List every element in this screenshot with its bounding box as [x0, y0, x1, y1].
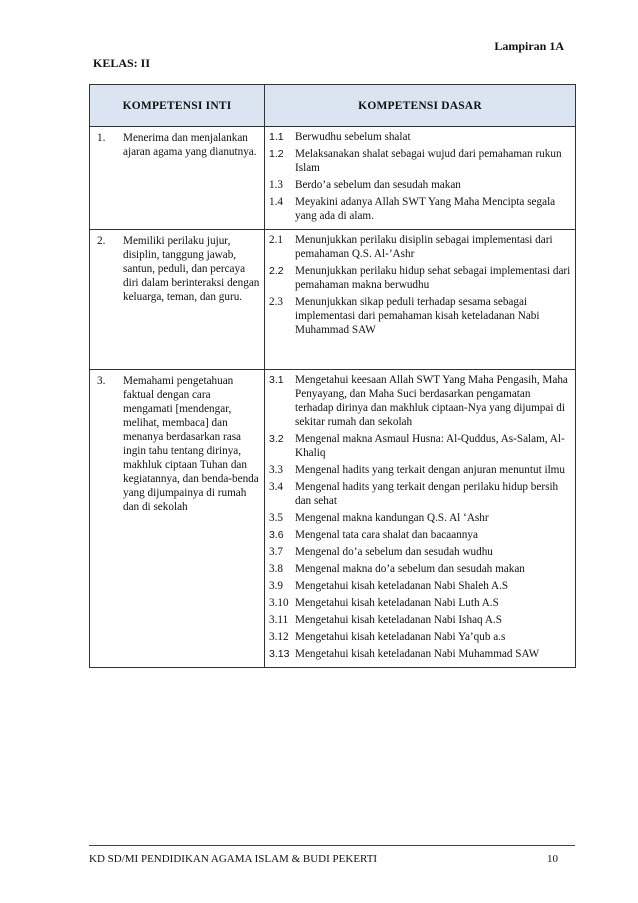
- kd-text: Mengenal hadits yang terkait dengan perilaku hidup bersih dan sehat: [295, 481, 559, 507]
- kd-item: [269, 630, 571, 644]
- kd-item: [269, 596, 571, 610]
- kd-text: Mengetahui kisah keteladanan Nabi Luth A.S: [295, 597, 499, 609]
- kd-cell: [265, 127, 576, 230]
- kd-number: 3.10: [269, 597, 289, 609]
- kd-number: 3.11: [269, 614, 289, 626]
- ki-number: 3.: [97, 375, 106, 387]
- kd-text: Menunjukkan perilaku disiplin sebagai implementasi dari pemahaman Q.S. Al-’Ashr: [295, 234, 553, 260]
- kd-item: [269, 147, 571, 175]
- kd-number: 3.9: [269, 580, 283, 592]
- kd-text: Mengetahui keesaan Allah SWT Yang Maha Pengasih, Maha Penyayang, dan Maha Suci berdasarkan pengamatan terhadap dirinya dan makhluk ciptaan-Nya yang dijumpai di sekitar rumah dan sekolah: [295, 374, 568, 428]
- kd-text: Mengenal makna kandungan Q.S. Al ‘Ashr: [295, 512, 489, 524]
- table-row: [90, 230, 576, 370]
- kd-item: [269, 178, 571, 192]
- kd-number: 3.1: [269, 374, 284, 386]
- lampiran-label: Lampiran 1A: [494, 39, 564, 53]
- ki-number: 2.: [97, 235, 106, 247]
- kd-text: Menunjukkan sikap peduli terhadap sesama sebagai implementasi dari pemahaman kisah keteladanan Nabi Muhammad SAW: [295, 296, 540, 336]
- kd-text: Berwudhu sebelum shalat: [295, 131, 411, 143]
- kd-text: Mengetahui kisah keteladanan Nabi Shaleh A.S: [295, 580, 509, 592]
- page-number: 10: [547, 853, 558, 865]
- kd-text: Mengenal tata cara shalat dan bacaannya: [295, 529, 478, 541]
- table-row: [90, 127, 576, 230]
- kd-item: [269, 562, 571, 576]
- kd-number: 3.4: [269, 481, 283, 493]
- kd-number: 3.7: [269, 546, 283, 558]
- kd-item: [269, 373, 571, 429]
- kd-cell: [265, 370, 576, 668]
- kd-text: Mengenal hadits yang terkait dengan anjuran menuntut ilmu: [295, 464, 565, 476]
- kd-text: Berdo’a sebelum dan sesudah makan: [295, 179, 461, 191]
- kd-text: Mengenal makna Asmaul Husna: Al-Quddus, As-Salam, Al-Khaliq: [295, 433, 565, 459]
- kd-text: Menunjukkan perilaku hidup sehat sebagai implementasi dari pemahaman makna berwudhu: [295, 265, 571, 291]
- kd-text: Mengetahui kisah keteladanan Nabi Ishaq A.S: [295, 614, 502, 626]
- kd-text: Meyakini adanya Allah SWT Yang Maha Mencipta segala yang ada di alam.: [295, 196, 556, 222]
- kd-number: 2.3: [269, 296, 283, 308]
- footer-title: KD SD/MI PENDIDIKAN AGAMA ISLAM & BUDI PEKERTI: [89, 853, 378, 865]
- kd-item: [269, 295, 571, 337]
- kd-item: [269, 511, 571, 525]
- ki-text: Memiliki perilaku jujur, disiplin, tanggung jawab, santun, peduli, dan percaya diri dalam berinteraksi dengan keluarga, teman, dan guru.: [123, 235, 260, 303]
- kd-item: [269, 264, 571, 292]
- kd-number: 3.2: [269, 433, 284, 445]
- header-kompetensi-dasar: KOMPETENSI DASAR: [265, 85, 576, 127]
- kd-number: 3.3: [269, 464, 283, 476]
- kd-number: 1.2: [269, 148, 284, 160]
- kd-number: 2.1: [269, 234, 283, 246]
- kd-item: [269, 545, 571, 559]
- kelas-label: KELAS: II: [93, 56, 151, 70]
- kd-number: 3.8: [269, 563, 283, 575]
- kd-text: Mengenal do’a sebelum dan sesudah wudhu: [295, 546, 493, 558]
- ki-cell: [90, 370, 265, 668]
- kd-item: [269, 480, 571, 508]
- kd-number: 2.2: [269, 265, 284, 277]
- ki-cell: [90, 230, 265, 370]
- kd-text: Mengenal makna do’a sebelum dan sesudah makan: [295, 563, 525, 575]
- kd-text: Melaksanakan shalat sebagai wujud dari pemahaman rukun Islam: [295, 148, 562, 174]
- kompetensi-table: [89, 84, 576, 668]
- kd-text: Mengetahui kisah keteladanan Nabi Muhammad SAW: [295, 648, 540, 660]
- table-body: [90, 127, 576, 668]
- kd-item: [269, 463, 571, 477]
- kd-number: 1.1: [269, 131, 284, 143]
- kd-cell: [265, 230, 576, 370]
- kd-number: 3.5: [269, 512, 283, 524]
- table-row: [90, 370, 576, 668]
- kd-number: 3.6: [269, 529, 284, 541]
- kd-number: 3.13: [269, 648, 290, 660]
- kd-item: [269, 195, 571, 223]
- kd-number: 3.12: [269, 631, 289, 643]
- footer-divider: [89, 845, 575, 846]
- kd-number: 1.4: [269, 196, 283, 208]
- kd-item: [269, 432, 571, 460]
- ki-text: Memahami pengetahuan faktual dengan cara mengamati [mendengar, melihat, membaca] dan menanya berdasarkan rasa ingin tahu tentang dirinya, makhluk ciptaan Tuhan dan kegiatannya, dan benda-benda yang dijumpainya di rumah dan di sekolah: [123, 375, 259, 513]
- ki-text: Menerima dan menjalankan ajaran agama yang dianutnya.: [123, 132, 257, 158]
- kd-text: Mengetahui kisah keteladanan Nabi Ya’qub a.s: [295, 631, 506, 643]
- kd-item: [269, 528, 571, 542]
- table-header-row: [90, 85, 576, 127]
- kd-item: [269, 579, 571, 593]
- kd-item: [269, 613, 571, 627]
- kd-number: 1.3: [269, 179, 283, 191]
- ki-cell: [90, 127, 265, 230]
- kd-item: [269, 233, 571, 261]
- kd-item: [269, 130, 571, 144]
- header-kompetensi-inti: KOMPETENSI INTI: [90, 85, 265, 127]
- kd-item: [269, 647, 571, 661]
- ki-number: 1.: [97, 132, 106, 144]
